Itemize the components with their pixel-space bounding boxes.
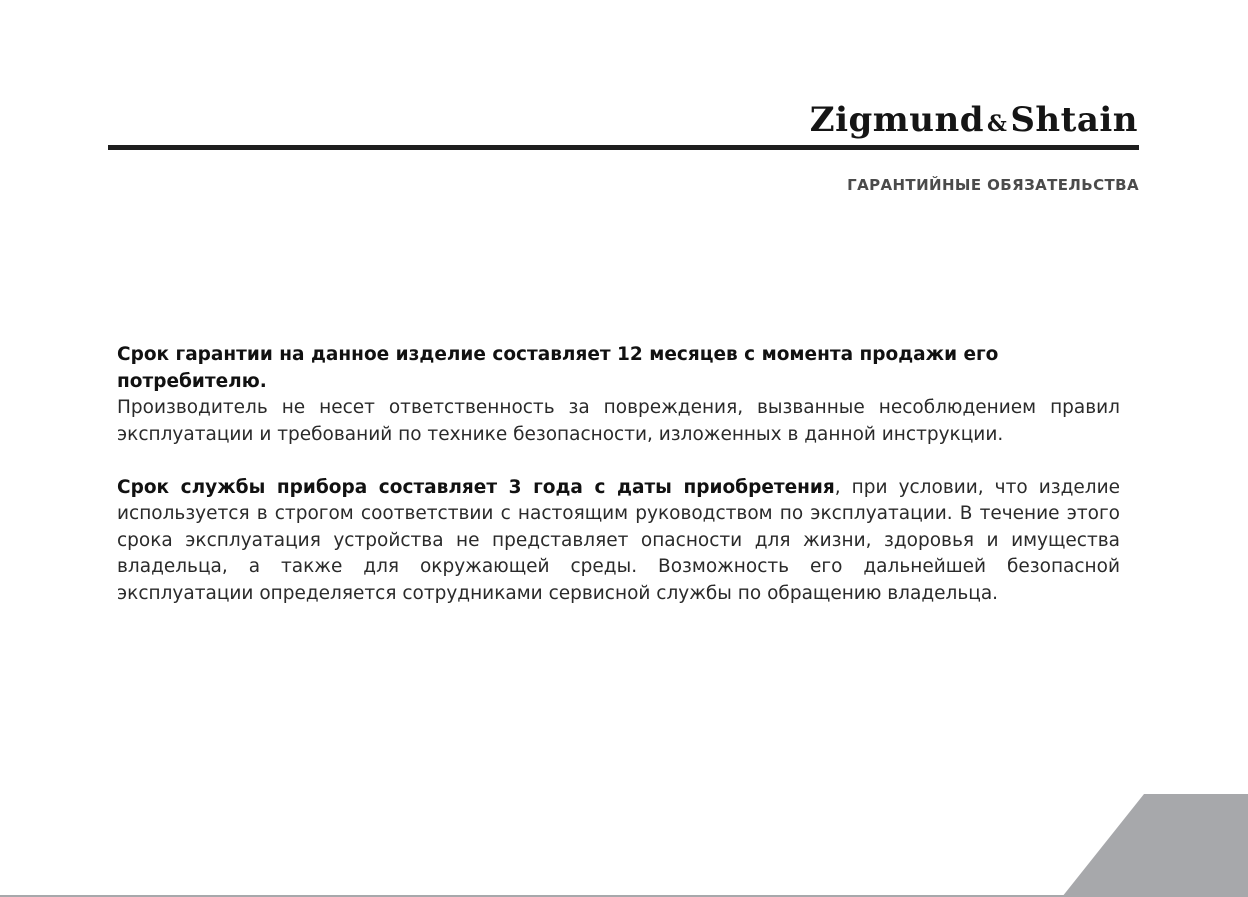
- brand-ampersand: &: [986, 111, 1008, 137]
- page-corner-tab: [1062, 794, 1248, 897]
- warranty-term-statement: Срок гарантии на данное изделие составляет 12 месяцев с момента продажи его потребителю.: [117, 344, 999, 392]
- brand-logo: [810, 96, 1138, 140]
- service-life-text: , при условии, что изделие используется в строгом соответствии с настоящим руководством по эксплуатации. В течение этого срока эксплуатация устройства не представляет опасности для жизни, здоровья и имущества владельца, а также для окружающей среды. Возможность его дальнейшей безопасной эксплуатации определяется сотрудниками сервисной службы по обращению владельца.: [117, 476, 1120, 604]
- warranty-paragraph: [117, 342, 1120, 448]
- header-divider: [108, 145, 1139, 150]
- service-life-paragraph: [117, 475, 1120, 608]
- brand-name-part-1: Zigmund: [809, 100, 984, 140]
- document-body: [117, 342, 1120, 607]
- brand-name-part-2: Shtain: [1010, 100, 1138, 140]
- service-life-statement: Срок службы прибора составляет 3 года с даты приобретения: [117, 476, 835, 498]
- warranty-liability-text: Производитель не несет ответственность за повреждения, вызванные несоблюдением правил эксплуатации и требований по технике безопасности, изложенных в данной инструкции.: [117, 397, 1120, 445]
- section-title: ГАРАНТИЙНЫЕ ОБЯЗАТЕЛЬСТВА: [847, 176, 1139, 194]
